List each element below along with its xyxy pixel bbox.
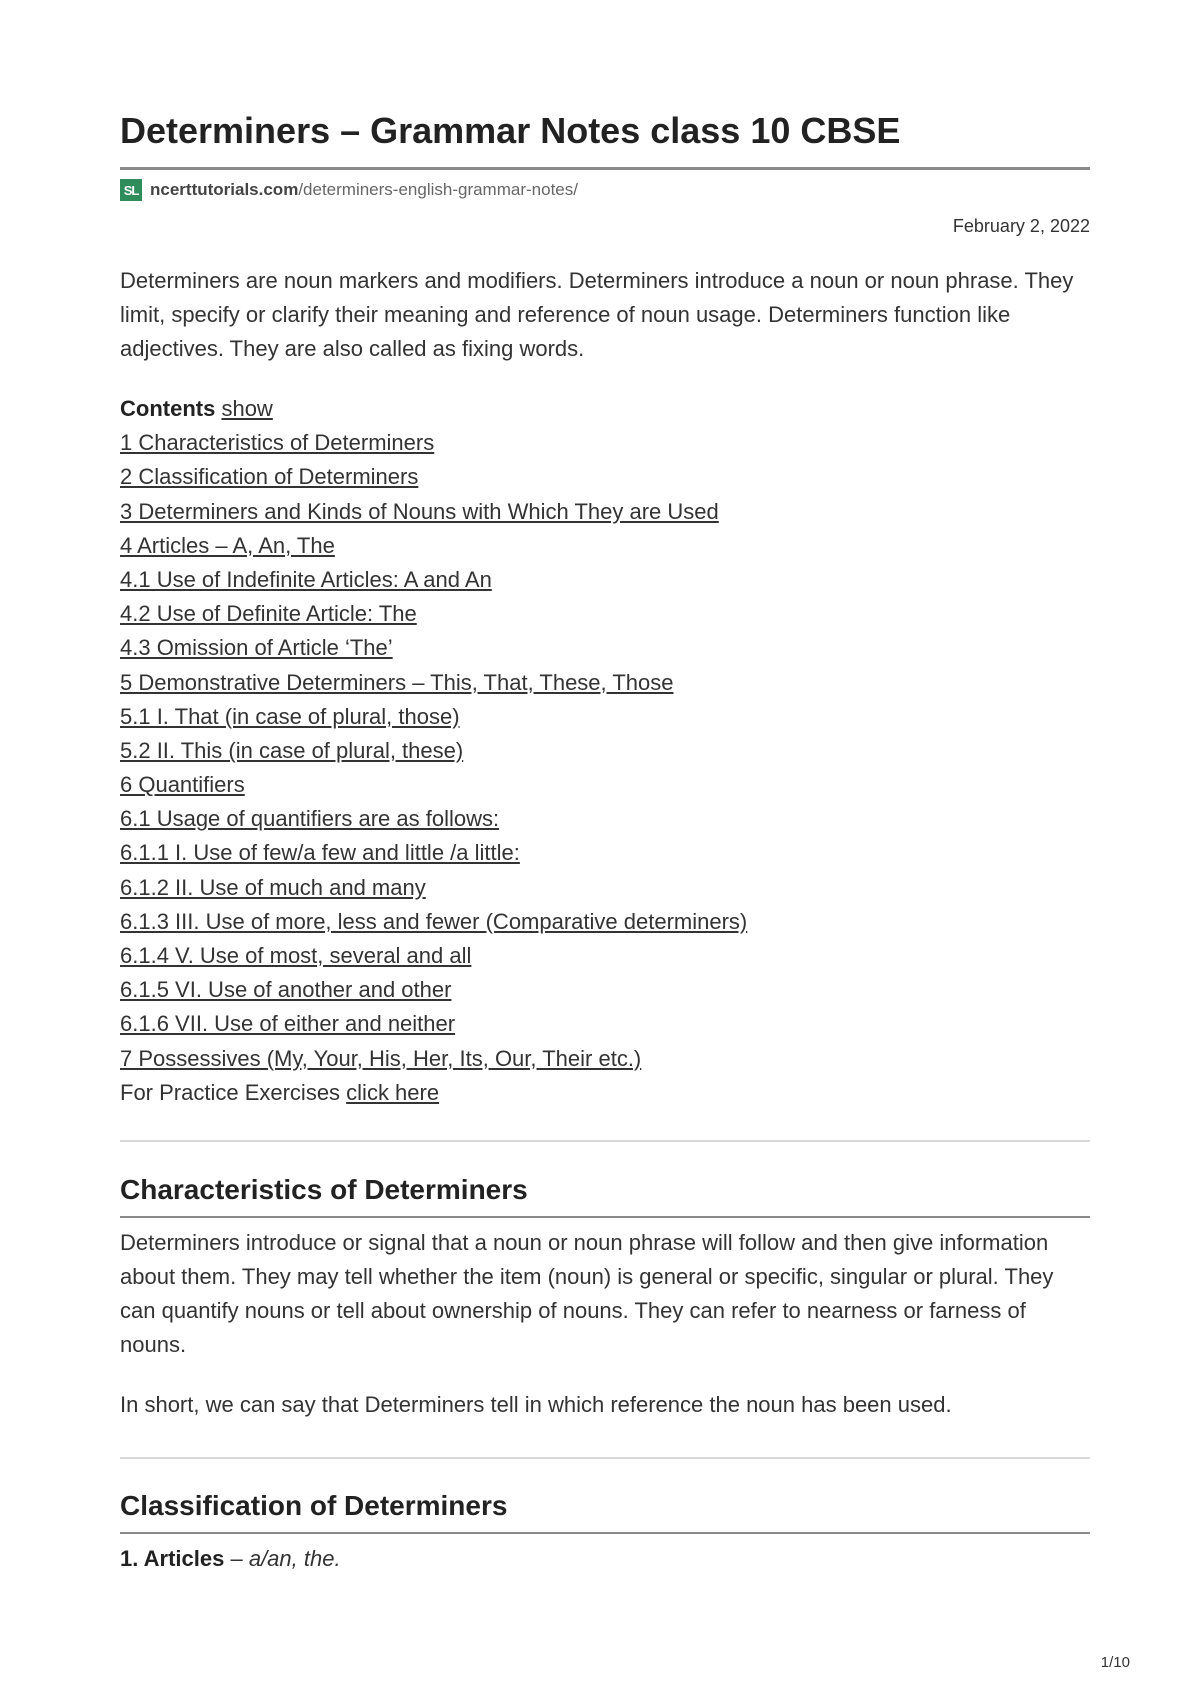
toc-header xyxy=(120,392,1090,426)
toc-link[interactable]: 6.1.4 V. Use of most, several and all xyxy=(120,943,472,968)
page-title: Determiners – Grammar Notes class 10 CBSE xyxy=(120,110,901,151)
section-heading-characteristics: Characteristics of Determiners xyxy=(120,1174,528,1205)
practice-link[interactable]: click here xyxy=(346,1079,440,1105)
title-divider xyxy=(120,167,1090,170)
toc-link[interactable]: 6.1.6 VII. Use of either and neither xyxy=(120,1011,456,1037)
classification-item-articles xyxy=(120,1542,341,1576)
toc-link[interactable]: 6.1.1 I. Use of few/a few and little /a little: xyxy=(120,840,520,866)
page-number: 1/10 xyxy=(1100,1654,1130,1671)
practice-prefix: For Practice Exercises xyxy=(120,1079,347,1105)
source-url[interactable] xyxy=(120,178,578,202)
toc-link[interactable]: 5 Demonstrative Determiners – This, That, These, Those xyxy=(120,669,674,695)
heading-underline xyxy=(120,1216,1090,1218)
toc-link[interactable]: 1 Characteristics of Determiners xyxy=(120,430,435,456)
intro-paragraph: Determiners are noun markers and modifiers. Determiners introduce a noun or noun phrase. They limit, specify or clarify their meaning and reference of noun usage. Determiners function like adjectives. They are also called as fixing words. xyxy=(120,268,1074,361)
toc-link[interactable]: 4.1 Use of Indefinite Articles: A and An xyxy=(120,566,492,592)
heading-underline xyxy=(120,1532,1090,1534)
toc-link[interactable]: 6.1.3 III. Use of more, less and fewer (Comparative determiners) xyxy=(120,908,748,934)
articles-separator: – xyxy=(224,1546,249,1571)
practice-line xyxy=(120,1076,1090,1110)
toc-link[interactable]: 6.1.5 VI. Use of another and other xyxy=(120,977,452,1003)
toc-label: Contents xyxy=(120,396,216,421)
toc-link[interactable]: 5.1 I. That (in case of plural, those) xyxy=(120,703,460,729)
toc-link[interactable]: 3 Determiners and Kinds of Nouns with Which They are Used xyxy=(120,498,719,524)
articles-label: 1. Articles xyxy=(120,1546,225,1571)
toc-link[interactable]: 6.1 Usage of quantifiers are as follows: xyxy=(120,806,500,832)
section-divider xyxy=(120,1140,1090,1142)
articles-value: a/an, the. xyxy=(248,1546,341,1571)
toc-show-toggle[interactable]: show xyxy=(221,396,273,421)
toc-link[interactable]: 6 Quantifiers xyxy=(120,772,245,798)
toc-link[interactable]: 5.2 II. This (in case of plural, these) xyxy=(120,737,464,763)
publish-date: February 2, 2022 xyxy=(952,216,1090,236)
source-domain: ncerttutorials.com xyxy=(150,180,299,199)
characteristics-summary: In short, we can say that Determiners tell in which reference the noun has been used. xyxy=(120,1392,952,1417)
toc-link[interactable]: 4.3 Omission of Article ‘The’ xyxy=(120,635,393,661)
site-favicon-icon: SL xyxy=(120,179,142,201)
section-heading-classification: Classification of Determiners xyxy=(120,1490,508,1521)
source-path: /determiners-english-grammar-notes/ xyxy=(298,180,578,199)
characteristics-paragraph: Determiners introduce or signal that a noun or noun phrase will follow and then give information about them. They may tell whether the item (noun) is general or specific, singular or plural. They can quantify nouns or tell about ownership of nouns. They can refer to nearness or farness of nouns. xyxy=(120,1230,1054,1357)
toc-link[interactable]: 6.1.2 II. Use of much and many xyxy=(120,874,426,900)
toc-link[interactable]: 7 Possessives (My, Your, His, Her, Its, Our, Their etc.) xyxy=(120,1045,642,1071)
toc-link[interactable]: 4.2 Use of Definite Article: The xyxy=(120,601,417,627)
table-of-contents xyxy=(120,392,1090,1110)
toc-link[interactable]: 2 Classification of Determiners xyxy=(120,464,419,490)
section-divider xyxy=(120,1457,1090,1459)
toc-link[interactable]: 4 Articles – A, An, The xyxy=(120,532,335,558)
